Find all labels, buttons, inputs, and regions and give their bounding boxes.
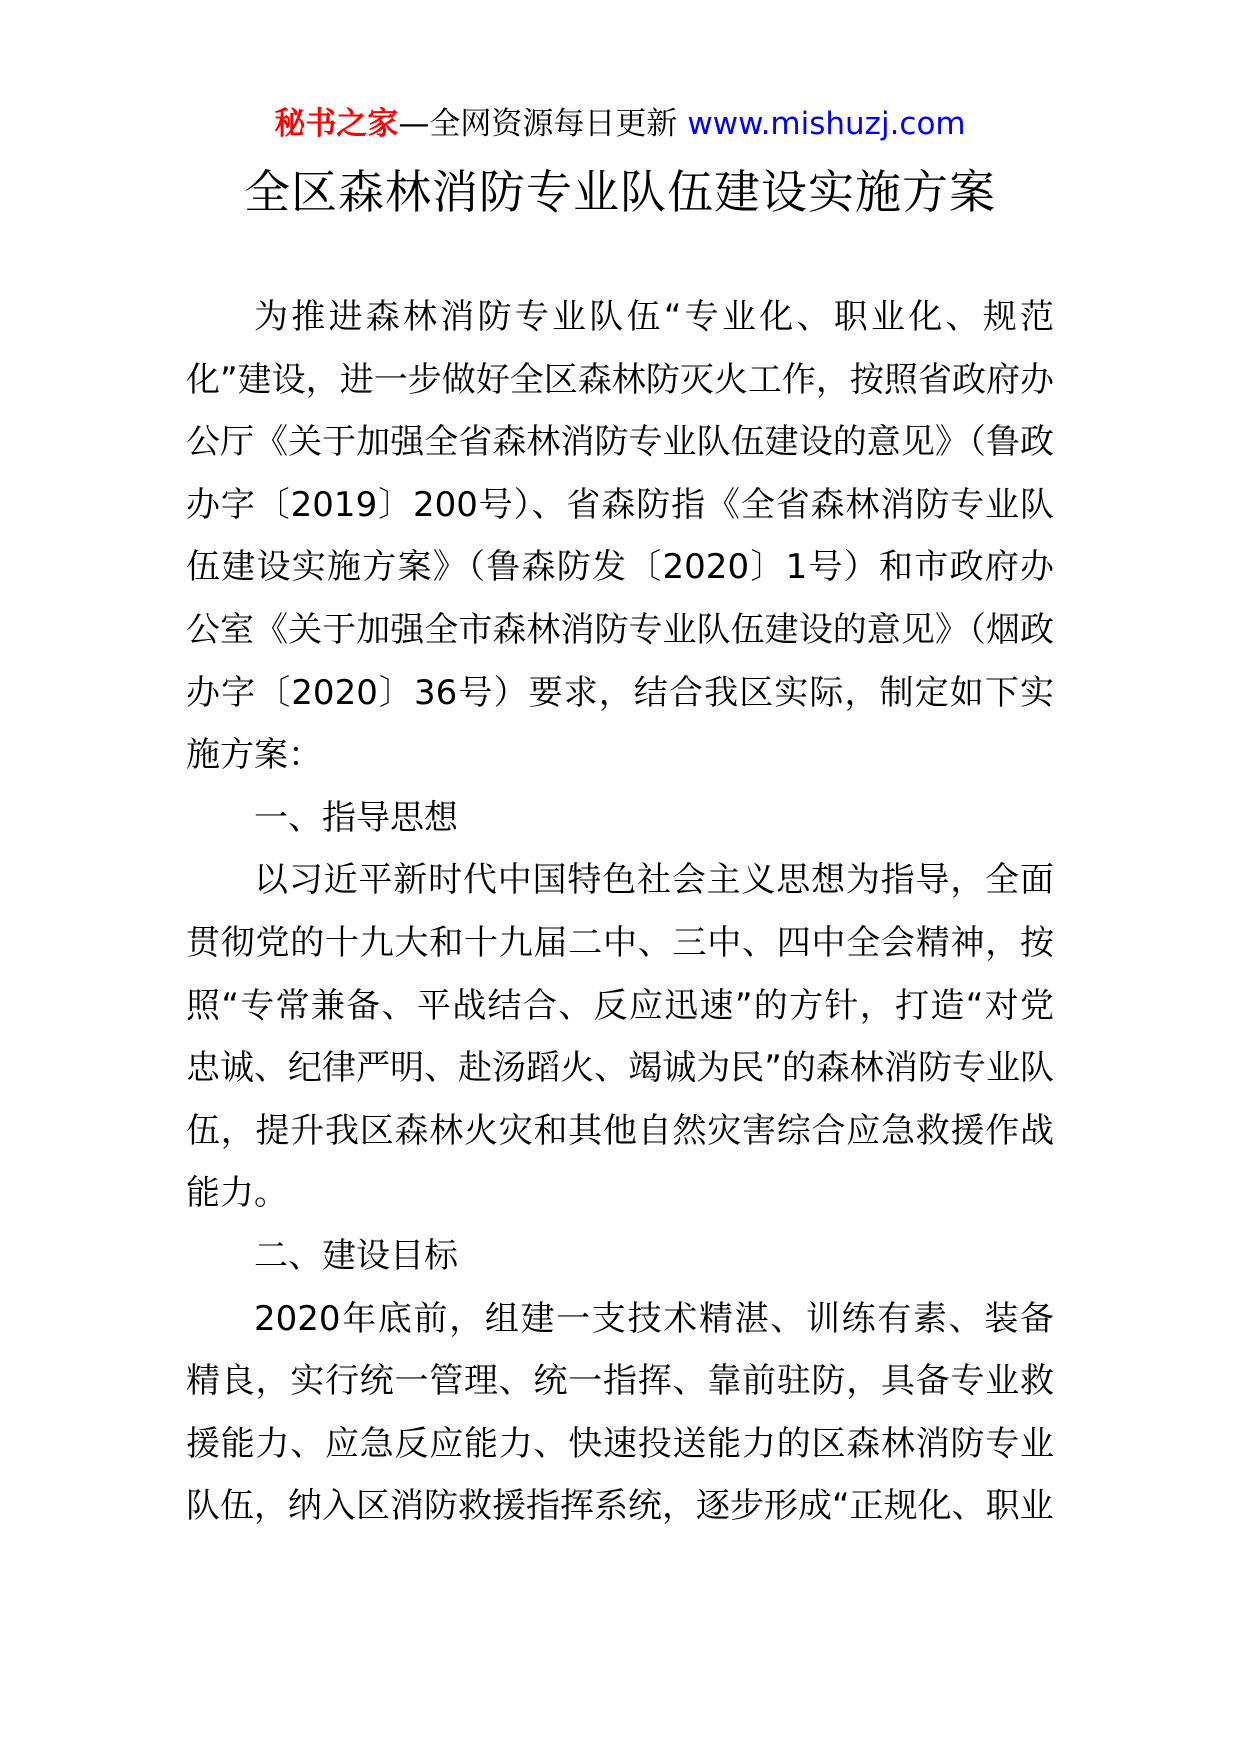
- section-heading-guiding-ideology: 一、指导思想: [254, 797, 458, 838]
- site-url-link[interactable]: www.mishuzj.com: [687, 106, 966, 142]
- brand-name: 秘书之家: [274, 106, 399, 142]
- construction-goals-paragraph: 2020年底前，组建一支技术精湛、训练有素、装备精良，实行统一管理、统一指挥、靠前驻防，具备专业救援能力、应急反应能力、快速投送能力的区森林消防专业队伍，纳入区消防救援指挥系统，逐步形成“正规化、职业: [186, 1298, 1054, 1527]
- section-heading-construction-goals: 二、建设目标: [254, 1235, 458, 1276]
- intro-paragraph: 为推进森林消防专业队伍“专业化、职业化、规范化”建设，进一步做好全区森林防灭火工作，按照省政府办公厅《关于加强全省森林消防专业队伍建设的意见》（鲁政办字〔2019〕200号）、省森防指《全省森林消防专业队伍建设实施方案》（鲁森防发〔2020〕1号）和市政府办公室《关于加强全市森林消防专业队伍建设的意见》（烟政办字〔2020〕36号）要求，结合我区实际，制定如下实施方案：: [186, 297, 1054, 776]
- site-slogan: —全网资源每日更新: [398, 106, 678, 142]
- document-body: [186, 286, 1054, 1538]
- guiding-ideology-paragraph: 以习近平新时代中国特色社会主义思想为指导，全面贯彻党的十九大和十九届二中、三中、四中全会精神，按照“专常兼备、平战结合、反应迅速”的方针，打造“对党忠诚、纪律严明、赴汤蹈火、竭诚为民”的森林消防专业队伍，提升我区森林火灾和其他自然灾害综合应急救援作战能力。: [186, 860, 1054, 1214]
- document-title: 全区森林消防专业队伍建设实施方案: [244, 165, 996, 219]
- site-banner: [0, 104, 1240, 144]
